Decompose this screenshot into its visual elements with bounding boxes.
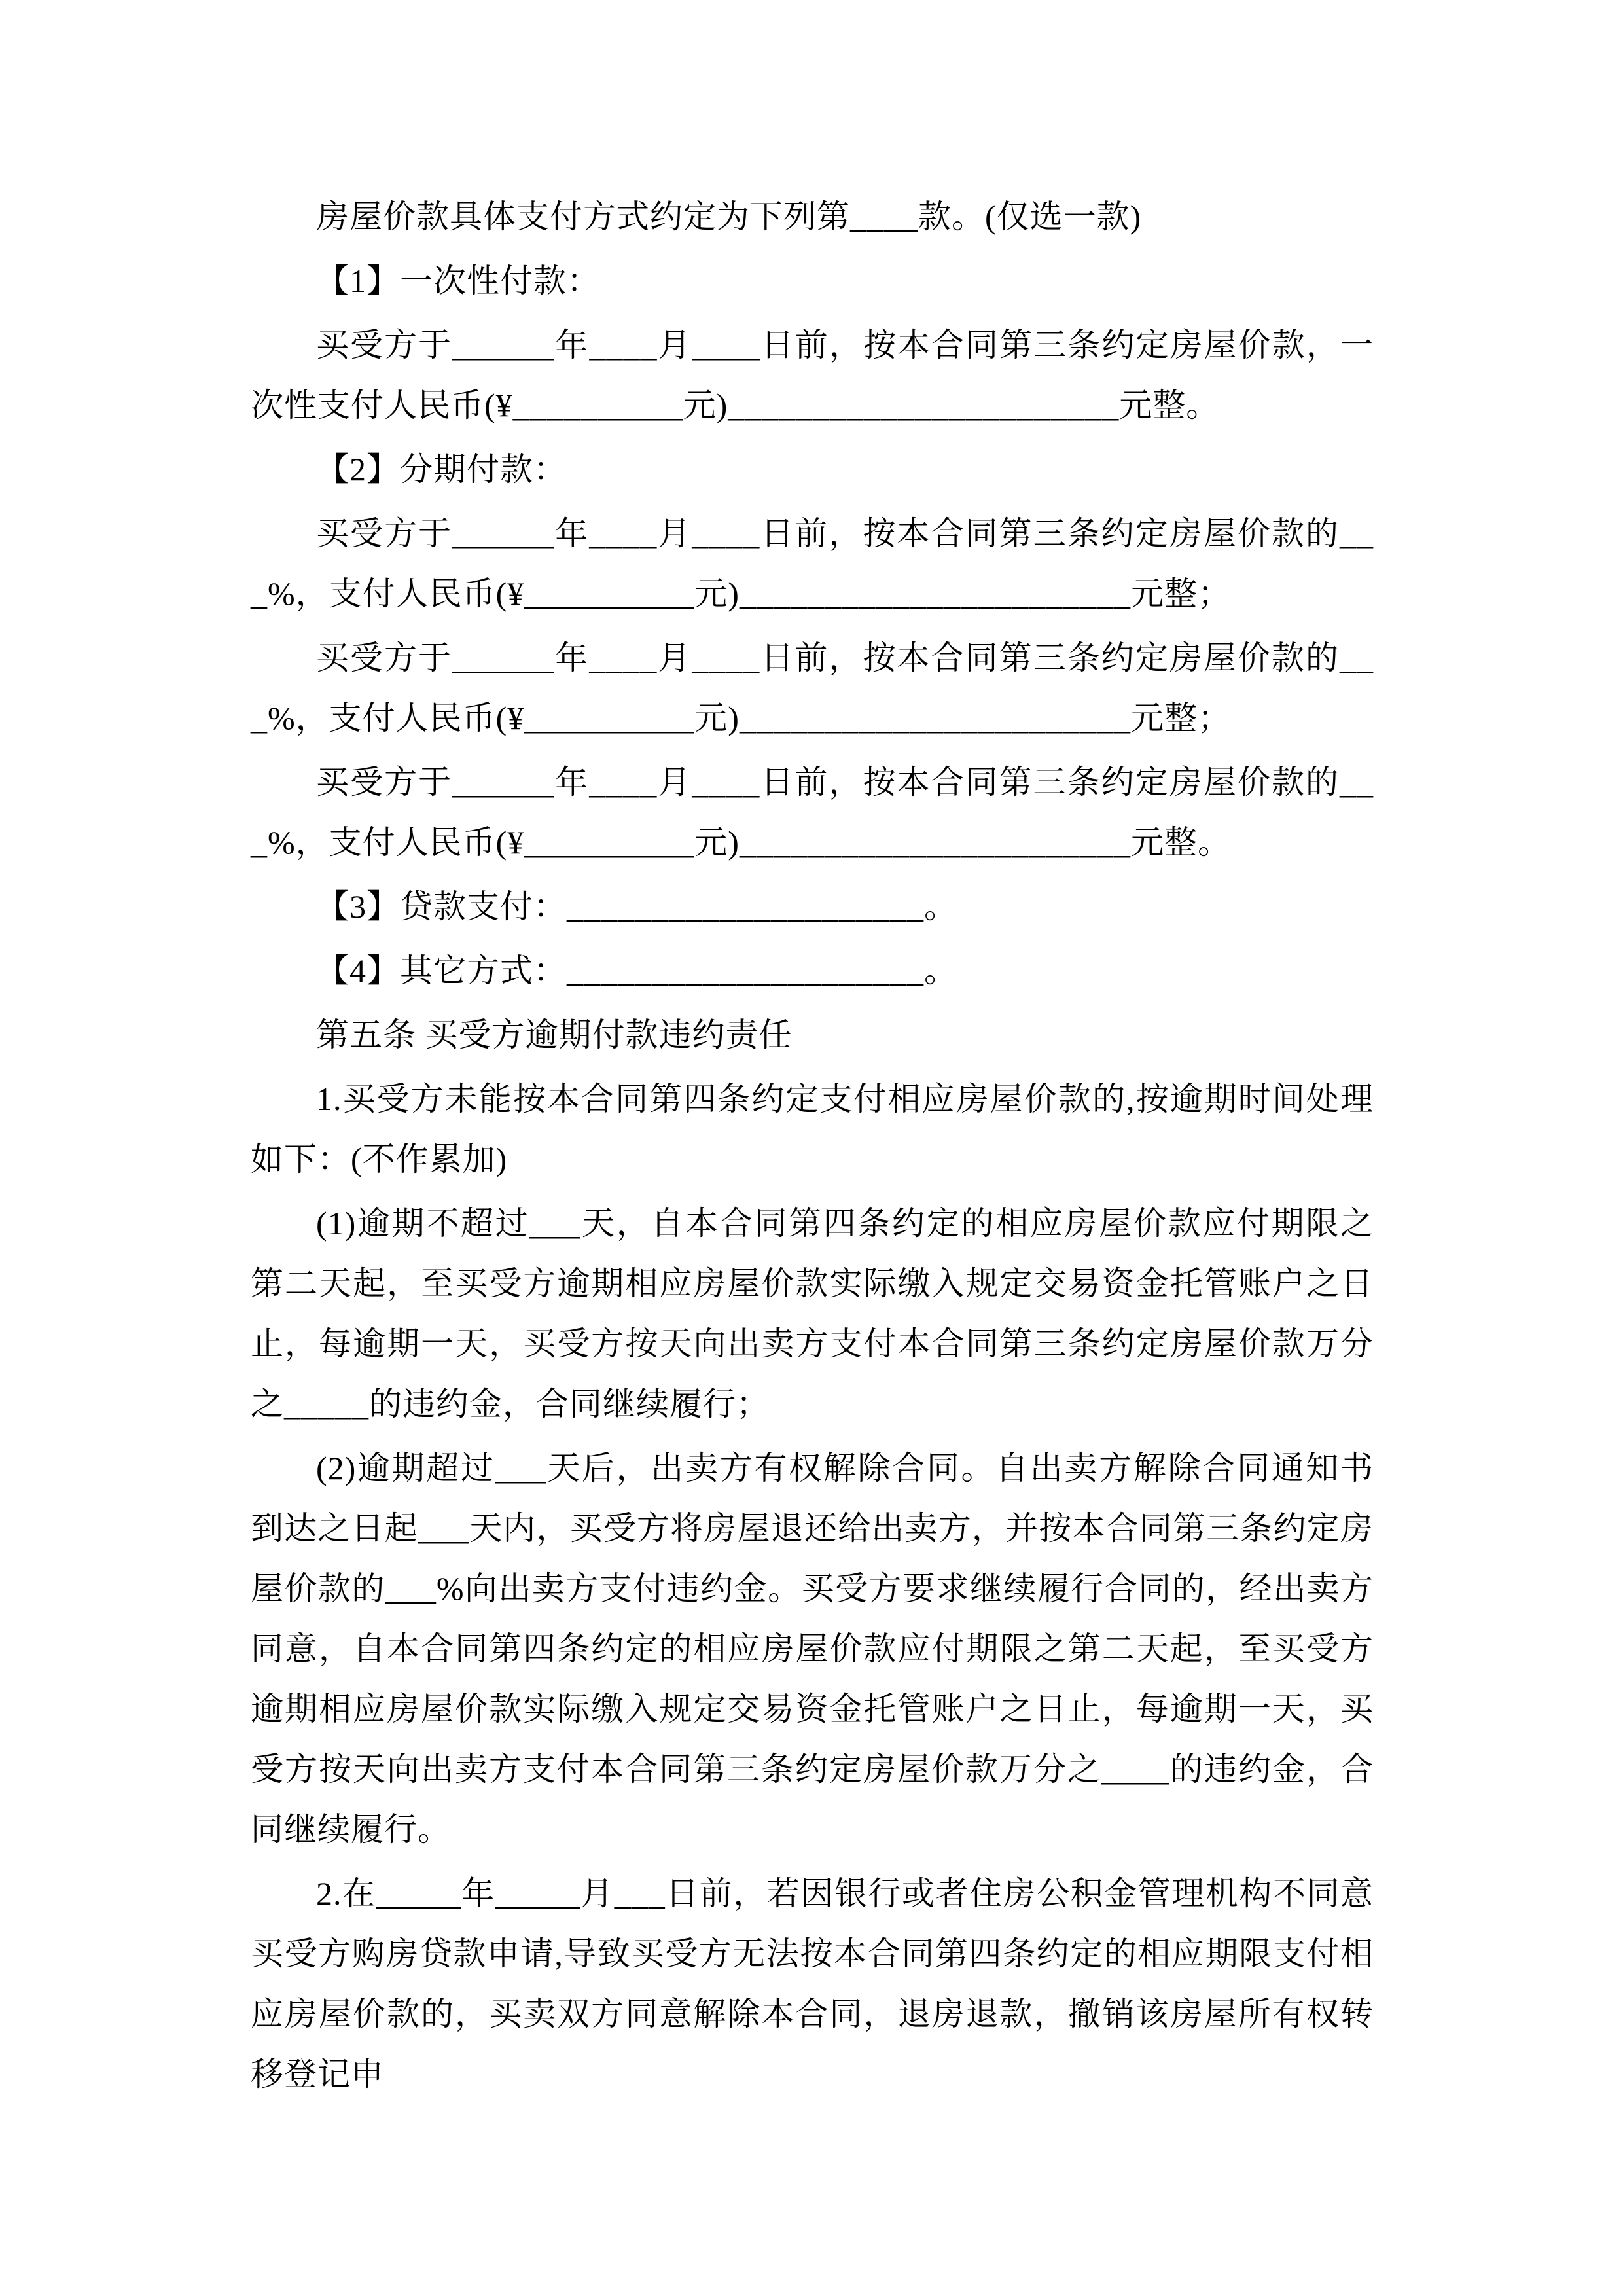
option2-installment-clause-2: 买受方于______年____月____日前，按本合同第三条约定房屋价款的___%，支付人民币(¥__________元)_______________________元整； (251, 639, 1374, 736)
article5-clause-1-item-1: (1)逾期不超过___天，自本合同第四条约定的相应房屋价款应付期限之第二天起，至买受方逾期相应房屋价款实际缴入规定交易资金托管账户之日止，每逾期一天，买受方按天向出卖方支付本合同第三条约定房屋价款万分之_____的违约金，合同继续履行； (251, 1205, 1374, 1422)
payment-method-intro: 房屋价款具体支付方式约定为下列第____款。(仅选一款) (316, 198, 1142, 235)
article5-clause-1-item-2: (2)逾期超过___天后，出卖方有权解除合同。自出卖方解除合同通知书到达之日起___天内，买受方将房屋退还给出卖方，并按本合同第三条约定房屋价款的___%向出卖方支付违约金。买受方要求继续履行合同的，经出卖方同意，自本合同第四条约定的相应房屋价款应付期限之第二天起，至买受方逾期相应房屋价款实际缴入规定交易资金托管账户之日止，每逾期一天，买受方按天向出卖方支付本合同第三条约定房屋价款万分之____的违约金，合同继续履行。 (251, 1450, 1374, 1848)
article5-clause-2: 2.在_____年_____月___日前，若因银行或者住房公积金管理机构不同意买受方购房贷款申请,导致买受方无法按本合同第四条约定的相应期限支付相应房屋价款的，买卖双方同意解除本合同，退房退款，撤销该房屋所有权转移登记申 (251, 1875, 1374, 2092)
article5-clause-1: 1.买受方未能按本合同第四条约定支付相应房屋价款的,按逾期时间处理如下：(不作累加) (251, 1081, 1374, 1177)
option1-lump-sum-clause: 买受方于______年____月____日前，按本合同第三条约定房屋价款，一次性支付人民币(¥__________元)_______________________元整。 (251, 327, 1374, 423)
option2-heading: 【2】分期付款： (316, 451, 567, 488)
option2-installment-clause-3: 买受方于______年____月____日前，按本合同第三条约定房屋价款的___%，支付人民币(¥__________元)_______________________元整。 (251, 764, 1374, 861)
option3-loan-payment: 【3】贷款支付：_____________________。 (316, 888, 957, 925)
contract-text-body (251, 187, 1374, 2108)
option4-other-method: 【4】其它方式：_____________________。 (316, 952, 957, 989)
option1-heading: 【1】一次性付款： (316, 262, 600, 299)
article5-title: 第五条 买受方逾期付款违约责任 (316, 1016, 793, 1053)
option2-installment-clause-1: 买受方于______年____月____日前，按本合同第三条约定房屋价款的___%，支付人民币(¥__________元)_______________________元整； (251, 515, 1374, 612)
